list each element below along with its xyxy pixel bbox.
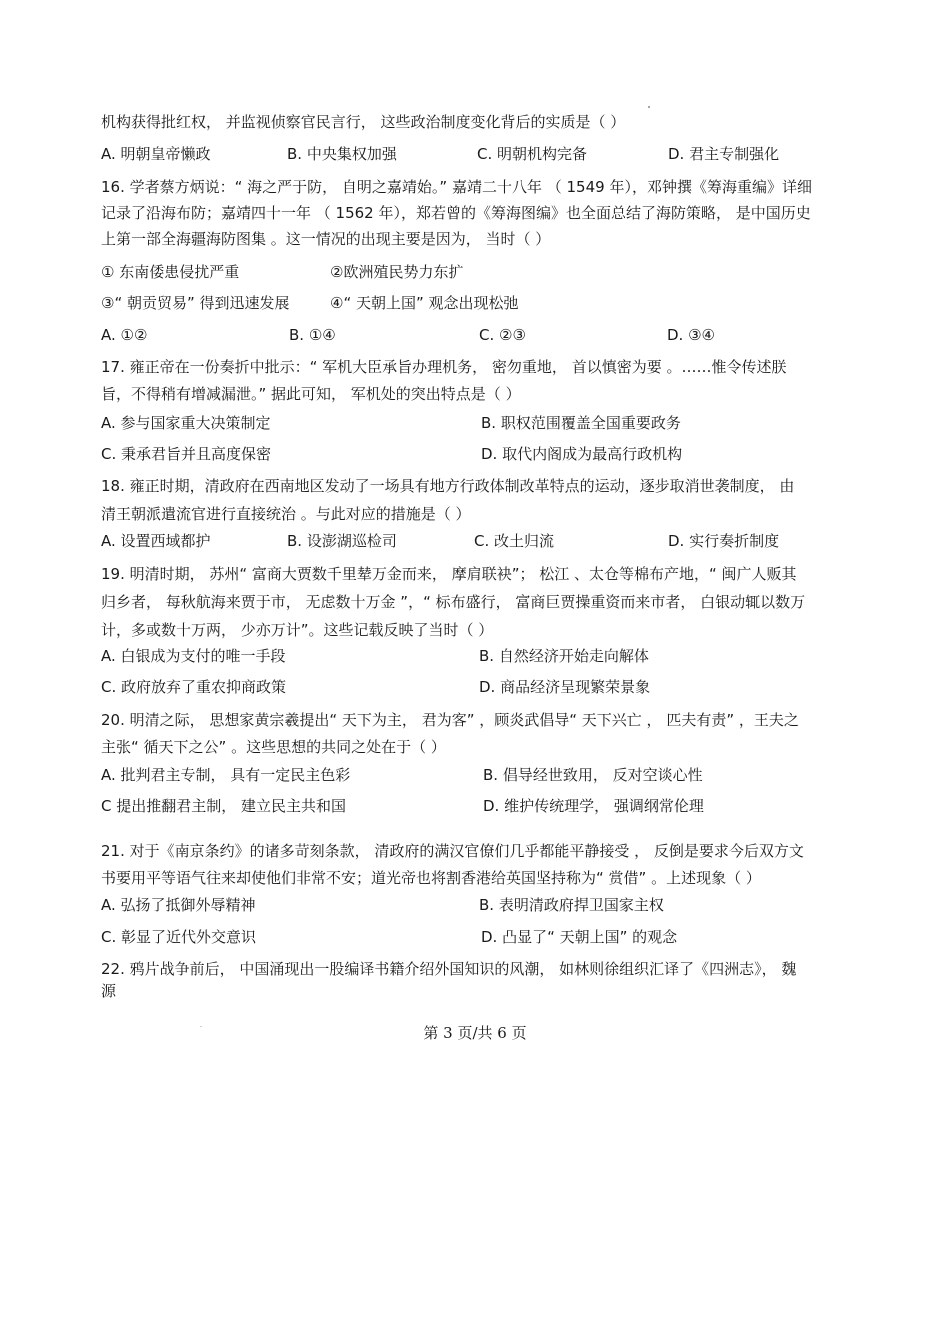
q16-option-a: A. ①②	[101, 326, 148, 344]
intro-option-a: A. 明朝皇帝懒政	[101, 145, 211, 163]
q18-option-d: D. 实行奏折制度	[668, 532, 780, 550]
q16-line-2: 记录了沿海布防；嘉靖四十一年 （ 1562 年），郑若曾的《筹海图编》也全面总结了海防策略， 是中国历史	[101, 204, 811, 222]
q18-option-a: A. 设置西域都护	[101, 532, 211, 550]
q18-line-2: 清王朝派遣流官进行直接统治 。与此对应的措施是（ ）	[101, 505, 471, 523]
q18-option-c: C. 改土归流	[474, 532, 555, 550]
q16-item-4: ④“ 天朝上国” 观念出现松弛	[330, 294, 519, 312]
q16-item-1: ① 东南倭患侵扰严重	[101, 263, 240, 281]
q21-option-c: C. 彰显了近代外交意识	[101, 928, 257, 946]
q20-option-b: B. 倡导经世致用， 反对空谈心性	[483, 766, 703, 784]
q16-line-1: 16. 学者蔡方炳说：“ 海之严于防， 自明之嘉靖始。” 嘉靖二十八年 （ 1549 年），邓钟撰《筹海重编》详细	[101, 178, 812, 196]
q20-option-d: D. 维护传统理学， 强调纲常伦理	[483, 797, 704, 815]
q17-option-d: D. 取代内阁成为最高行政机构	[481, 445, 683, 463]
q19-option-d: D. 商品经济呈现繁荣景象	[479, 678, 651, 696]
q20-line-2: 主张“ 循天下之公” 。这些思想的共同之处在于（ ）	[101, 738, 446, 756]
q16-item-3: ③“ 朝贡贸易” 得到迅速发展	[101, 294, 290, 312]
q16-item-2: ②欧洲殖民势力东扩	[330, 263, 464, 281]
q19-option-b: B. 自然经济开始走向解体	[479, 647, 649, 665]
q21-line-2: 书要用平等语气往来却使他们非常不安；道光帝也将割香港给英国坚持称为“ 赏借” 。上述现象（ ）	[101, 869, 761, 887]
q19-line-1: 19. 明清时期， 苏州“ 富商大贾数千里辇万金而来， 摩肩联袂”； 松江 、太仓等棉布产地，“ 闽广人贩其	[101, 565, 797, 583]
intro-line: 机构获得批红权， 并监视侦察官民言行， 这些政治制度变化背后的实质是（ ）	[101, 113, 626, 131]
q20-line-1: 20. 明清之际， 思想家黄宗羲提出“ 天下为主， 君为客” ，顾炎武倡导“ 天下兴亡 ， 匹夫有责” ，王夫之	[101, 711, 799, 729]
q16-option-c: C. ②③	[479, 326, 526, 344]
scan-mark	[648, 106, 650, 108]
q16-line-3: 上第一部全海疆海防图集 。这一情况的出现主要是因为， 当时（ ）	[101, 230, 551, 248]
q22-line-2: 源	[101, 982, 117, 1000]
intro-option-d: D. 君主专制强化	[668, 145, 780, 163]
q16-option-d: D. ③④	[667, 326, 715, 344]
q17-option-c: C. 秉承君旨并且高度保密	[101, 445, 272, 463]
q16-option-b: B. ①④	[289, 326, 336, 344]
intro-option-c: C. 明朝机构完备	[477, 145, 588, 163]
q19-option-c: C. 政府放弃了重农抑商政策	[101, 678, 287, 696]
q21-option-d: D. 凸显了“ 天朝上国” 的观念	[481, 928, 678, 946]
q17-line-1: 17. 雍正帝在一份奏折中批示：“ 军机大臣承旨办理机务， 密勿重地， 首以慎密为要 。……惟令传述朕	[101, 358, 787, 376]
q19-line-3: 计，多或数十万两， 少亦万计”。这些记载反映了当时（ ）	[101, 621, 494, 639]
q17-option-a: A. 参与国家重大决策制定	[101, 414, 271, 432]
q21-option-a: A. 弘扬了抵御外辱精神	[101, 896, 256, 914]
q19-line-2: 归乡者， 每秋航海来贾于市， 无虑数十万金 ”，“ 标布盛行， 富商巨贾操重资而来市者， 白银动辄以数万	[101, 593, 806, 611]
q17-option-b: B. 职权范围覆盖全国重要政务	[481, 414, 681, 432]
q21-line-1: 21. 对于《南京条约》的诸多苛刻条款， 清政府的满汉官僚们几乎都能平静接受 ， 反倒是要求今后双方文	[101, 842, 804, 860]
page-number: 第 3 页/共 6 页	[423, 1024, 527, 1042]
q20-option-c: C 提出推翻君主制， 建立民主共和国	[101, 797, 347, 815]
intro-option-b: B. 中央集权加强	[287, 145, 397, 163]
q18-line-1: 18. 雍正时期，清政府在西南地区发动了一场具有地方行政体制改革特点的运动，逐步取消世袭制度， 由	[101, 477, 795, 495]
q19-option-a: A. 白银成为支付的唯一手段	[101, 647, 286, 665]
q22-line-1: 22. 鸦片战争前后， 中国涌现出一股编译书籍介绍外国知识的风潮， 如林则徐组织汇译了《四洲志》， 魏	[101, 960, 797, 978]
q21-option-b: B. 表明清政府捍卫国家主权	[479, 896, 664, 914]
q17-line-2: 旨，不得稍有增减漏泄。” 据此可知， 军机处的突出特点是（ ）	[101, 385, 521, 403]
q20-option-a: A. 批判君主专制， 具有一定民主色彩	[101, 766, 351, 784]
q18-option-b: B. 设澎湖巡检司	[287, 532, 397, 550]
